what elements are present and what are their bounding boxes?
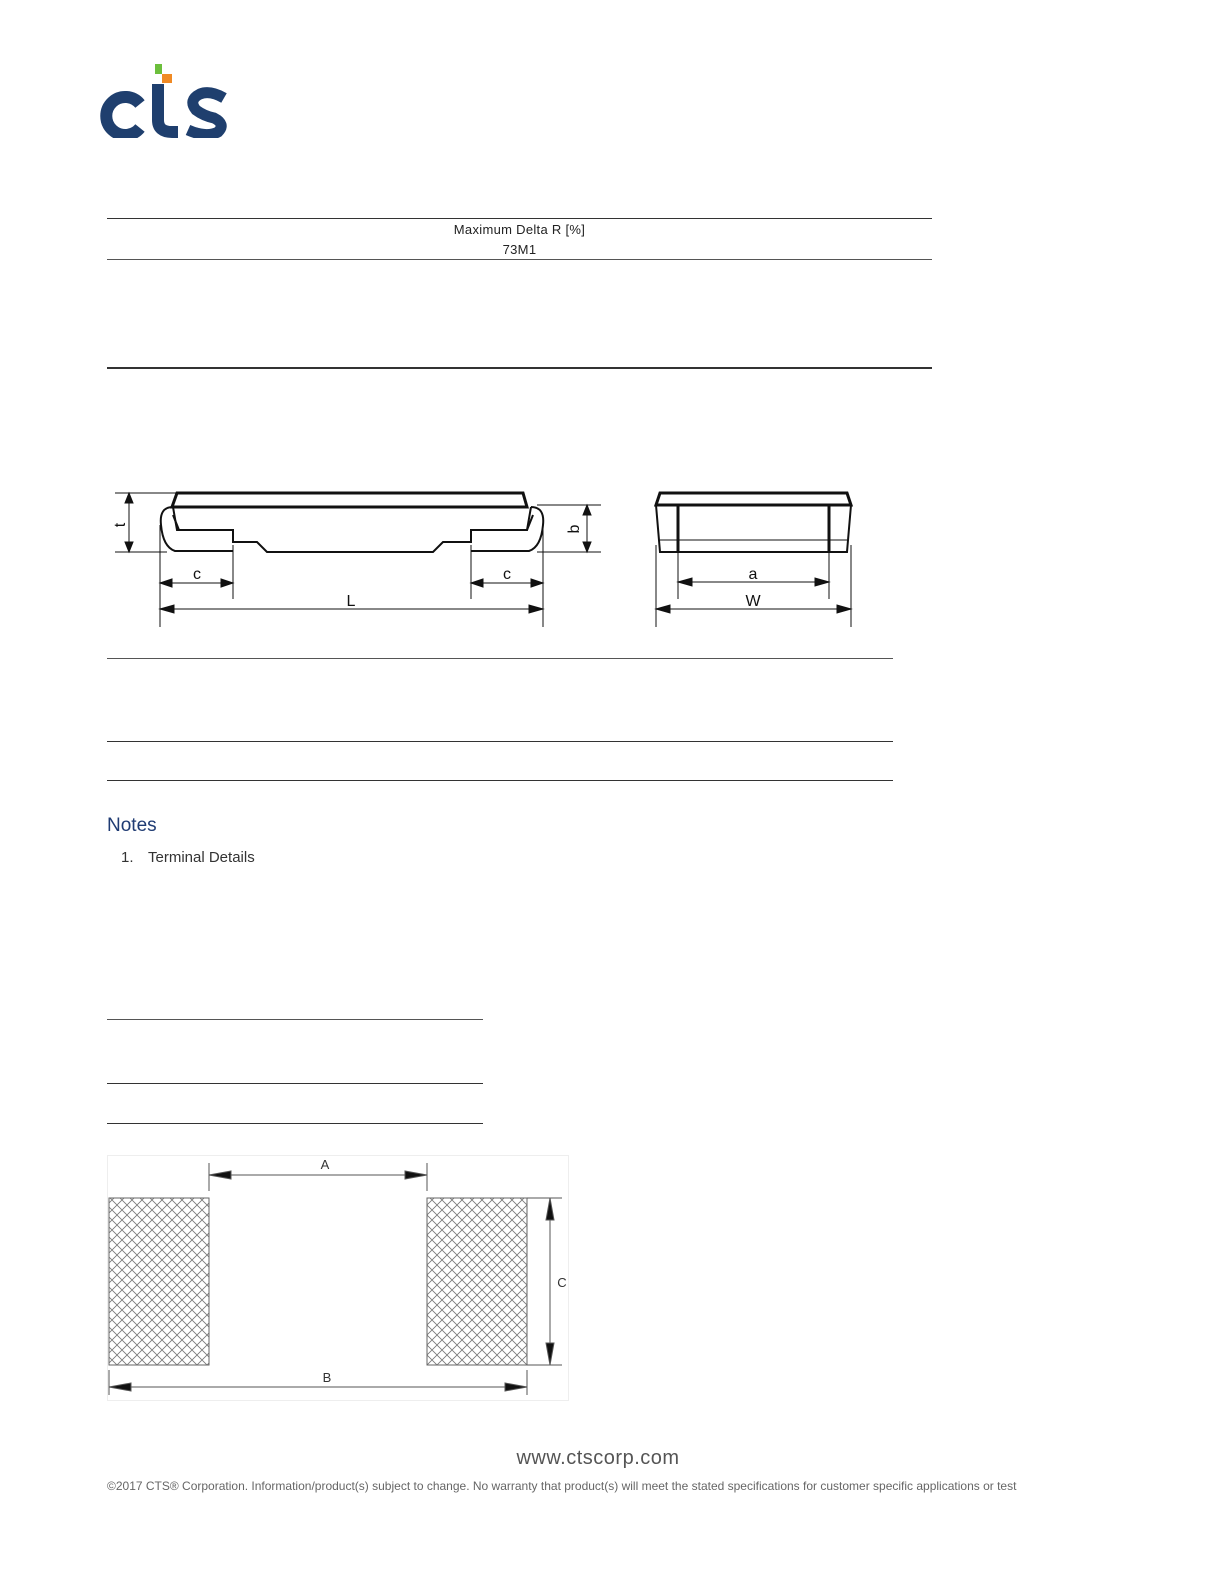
dim-label-W: W [745,593,761,610]
terminal-table-rule-3 [107,1123,483,1124]
notes-item-text: Terminal Details [148,849,255,866]
notes-item-number: 1. [121,849,134,866]
terminal-table-rule-1 [107,1019,483,1020]
table-bottom-rule [107,367,932,369]
dim-label-c-right: c [503,566,511,583]
dimension-table-rule-3 [107,780,893,781]
land-label-B: B [322,1370,332,1385]
notes-item [121,849,255,866]
table-header-title: Maximum Delta R [%] [453,222,586,237]
footer-website-link[interactable]: www.ctscorp.com [516,1447,680,1469]
land-pad-left [109,1198,209,1365]
dim-label-L: L [346,593,356,610]
cts-logo [100,62,230,138]
land-pad-right [427,1198,527,1365]
land-label-C: C [557,1275,567,1290]
dim-label-t: t [112,522,129,528]
notes-heading: Notes [107,815,157,836]
dimension-table-rule-1 [107,658,893,659]
terminal-table-rule-2 [107,1083,483,1084]
dim-label-a: a [748,566,758,583]
land-pattern-drawing [107,1155,569,1401]
footer-copyright: ©2017 CTS® Corporation. Information/product(s) subject to change. No warranty that product(s) will meet the stated specifications for customer specific applications or test [107,1479,1017,1493]
dimension-table-rule-2 [107,741,893,742]
component-dimension-drawing [107,485,867,630]
table-header-rule [107,259,932,260]
land-label-A: A [320,1157,330,1172]
table-top-rule [107,218,932,219]
dim-label-c-left: c [193,566,201,583]
table-header-part: 73M1 [502,242,537,257]
dim-label-b: b [566,524,583,534]
